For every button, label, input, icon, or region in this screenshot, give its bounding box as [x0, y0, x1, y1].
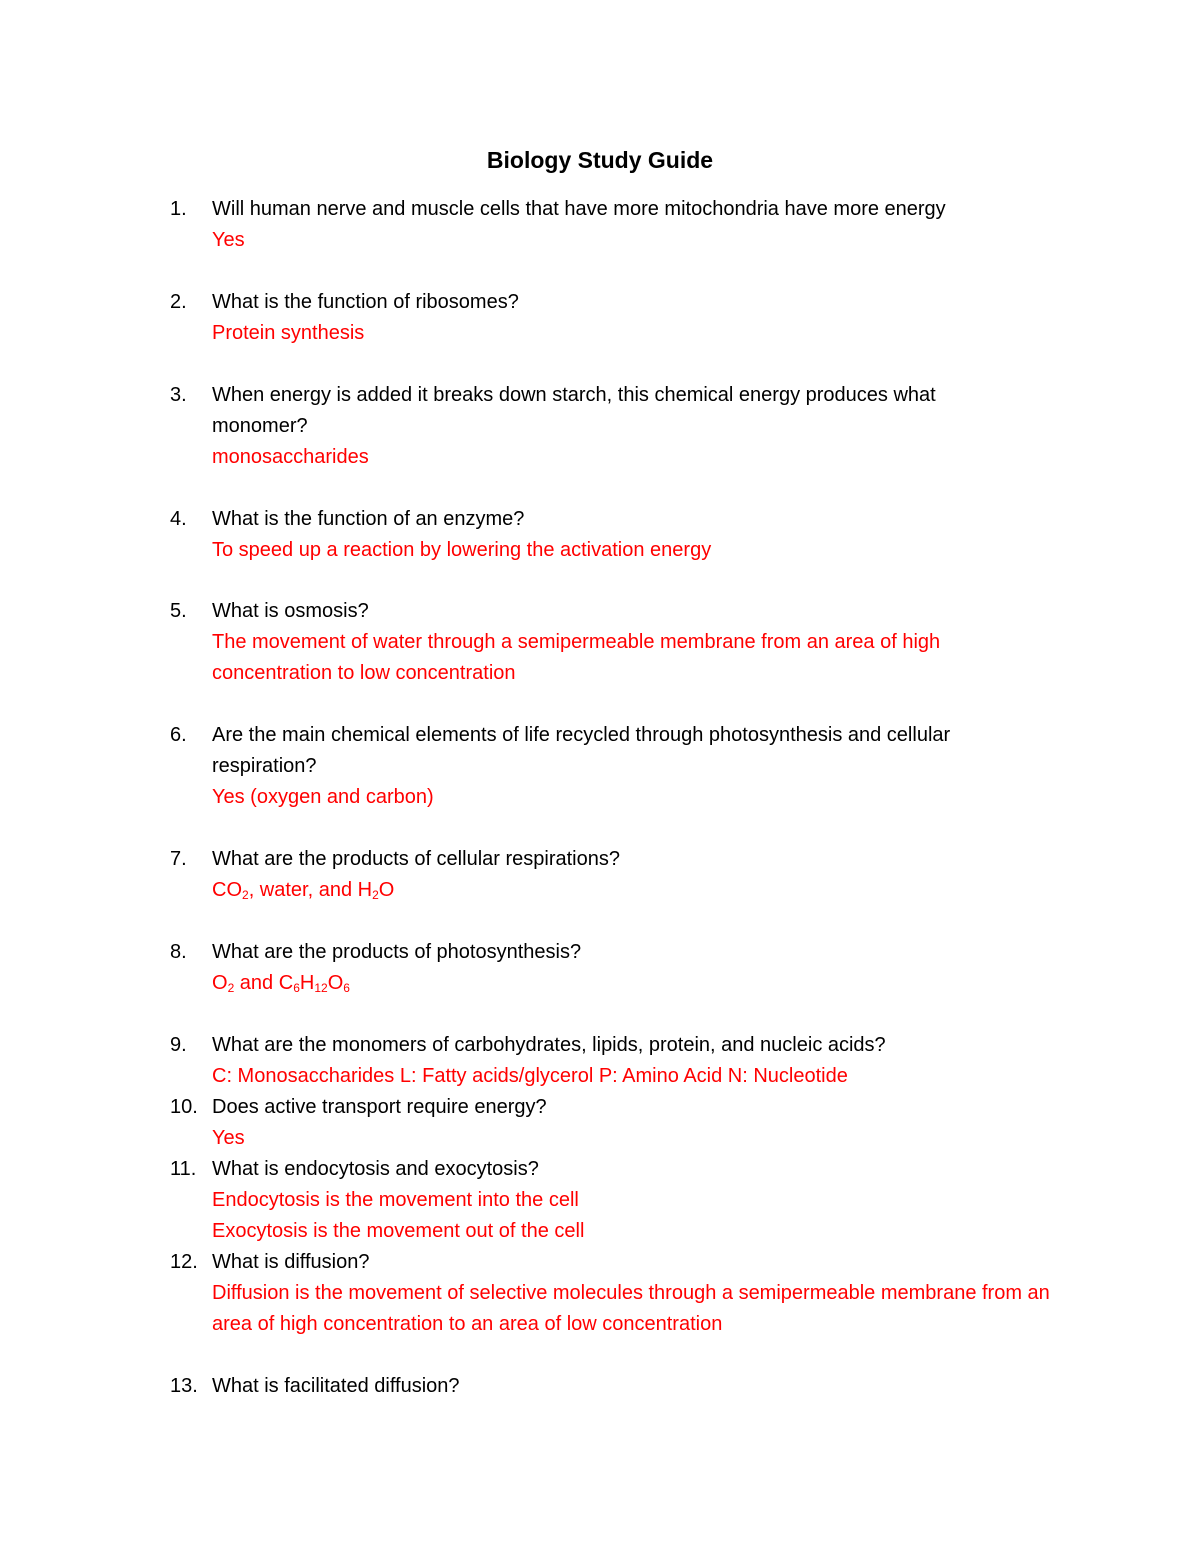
- question-item: [170, 1092, 1050, 1154]
- question-text: What is the function of ribosomes?: [212, 291, 519, 313]
- answer-text: Yes: [212, 229, 245, 251]
- formula-text: O: [327, 972, 344, 994]
- question-item: [170, 844, 1050, 906]
- answer-text: monosaccharides: [212, 446, 369, 468]
- question-number: 13.: [170, 1375, 198, 1397]
- question-number: 6.: [170, 724, 187, 746]
- question-text: When energy is added it breaks down starch, this chemical energy produces what monomer?: [212, 384, 936, 437]
- answer-text: C: Monosaccharides L: Fatty acids/glycerol P: Amino Acid N: Nucleotide: [212, 1065, 848, 1087]
- question-number: 5.: [170, 600, 187, 622]
- answer-text: [212, 875, 1050, 906]
- answer-text: Yes (oxygen and carbon): [212, 786, 434, 808]
- question-text: Are the main chemical elements of life recycled through photosynthesis and cellular respiration?: [212, 724, 951, 777]
- answer-text: Protein synthesis: [212, 322, 365, 344]
- question-item: [170, 194, 1050, 256]
- question-item: [170, 287, 1050, 349]
- question-number: 9.: [170, 1034, 187, 1056]
- question-text: What are the products of cellular respirations?: [212, 848, 620, 870]
- subscript: 6: [343, 981, 350, 995]
- subscript: 2: [372, 888, 379, 902]
- formula-text: and C: [234, 972, 294, 994]
- formula-text: O: [212, 972, 228, 994]
- question-item: [170, 1371, 1050, 1402]
- question-number: 10.: [170, 1096, 198, 1118]
- question-number: 2.: [170, 291, 187, 313]
- page-title: Biology Study Guide: [486, 147, 714, 173]
- subscript: 2: [227, 981, 235, 995]
- question-item: [170, 937, 1050, 999]
- question-number: 11.: [170, 1158, 197, 1180]
- question-item: [170, 380, 1050, 473]
- answer-text: Yes: [212, 1127, 245, 1149]
- question-text: What are the products of photosynthesis?: [212, 941, 582, 963]
- question-text: What is osmosis?: [212, 600, 369, 622]
- subscript: 12: [314, 981, 328, 995]
- answer-text: Diffusion is the movement of selective molecules through a semipermeable membrane from an area of high concentration to an area of low concentration: [212, 1282, 1050, 1335]
- question-item: [170, 1154, 1050, 1247]
- question-item: [170, 596, 1050, 689]
- question-text: What is endocytosis and exocytosis?: [212, 1158, 539, 1180]
- question-item: [170, 1247, 1050, 1340]
- question-number: 1.: [170, 198, 187, 220]
- question-item: [170, 720, 1050, 813]
- answer-text: The movement of water through a semipermeable membrane from an area of high concentration to low concentration: [212, 631, 941, 684]
- question-item: [170, 1030, 1050, 1092]
- question-text: What are the monomers of carbohydrates, lipids, protein, and nucleic acids?: [212, 1034, 886, 1056]
- question-number: 8.: [170, 941, 187, 963]
- subscript: 6: [293, 981, 300, 995]
- formula-text: O: [378, 879, 395, 901]
- formula-text: H: [299, 972, 315, 994]
- answer-text: [212, 968, 1050, 999]
- question-text: Does active transport require energy?: [212, 1096, 547, 1118]
- answer-text: To speed up a reaction by lowering the activation energy: [212, 539, 712, 561]
- answer-text: Endocytosis is the movement into the cell: [212, 1189, 579, 1211]
- answer-text: Exocytosis is the movement out of the cell: [212, 1220, 585, 1242]
- question-item: [170, 504, 1050, 566]
- question-text: What is the function of an enzyme?: [212, 508, 525, 530]
- question-text: Will human nerve and muscle cells that have more mitochondria have more energy: [212, 198, 946, 220]
- formula-text: , water, and H: [248, 879, 373, 901]
- question-number: 12.: [170, 1251, 198, 1273]
- subscript: 2: [242, 888, 249, 902]
- question-text: What is diffusion?: [212, 1251, 370, 1273]
- question-text: What is facilitated diffusion?: [212, 1375, 460, 1397]
- question-number: 7.: [170, 848, 187, 870]
- formula-text: CO: [212, 879, 242, 901]
- question-number: 3.: [170, 384, 187, 406]
- question-number: 4.: [170, 508, 187, 530]
